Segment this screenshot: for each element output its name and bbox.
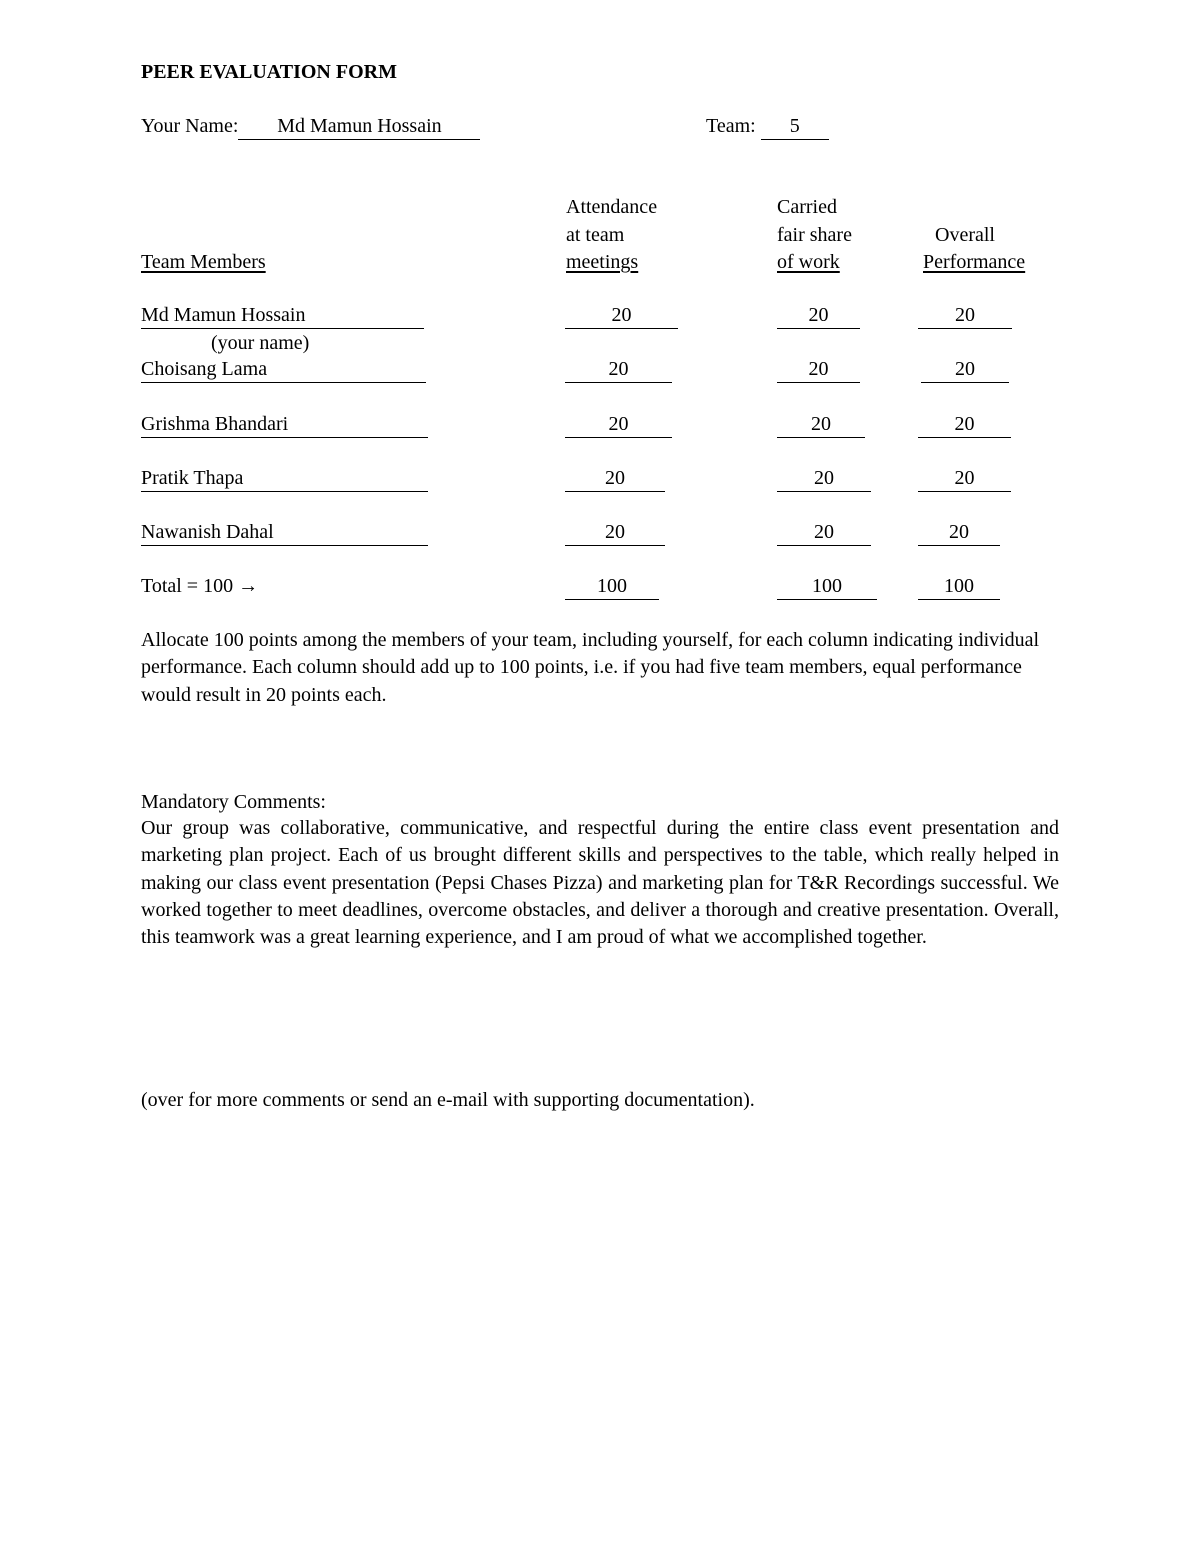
attendance-header-line2: at team bbox=[566, 224, 625, 246]
attendance-score-field[interactable]: 20 bbox=[565, 305, 678, 329]
fair-share-total-field[interactable]: 100 bbox=[777, 576, 877, 600]
member-name-field[interactable]: Pratik Thapa bbox=[141, 468, 428, 492]
team-members-header: Team Members bbox=[141, 251, 266, 273]
member-name-field[interactable]: Md Mamun Hossain bbox=[141, 305, 424, 329]
name-field[interactable]: Md Mamun Hossain bbox=[238, 116, 480, 140]
fair-share-score-field[interactable]: 20 bbox=[777, 359, 860, 383]
attendance-score-field[interactable]: 20 bbox=[565, 359, 672, 383]
overall-score-field[interactable]: 20 bbox=[918, 305, 1012, 329]
fair-share-score-field[interactable]: 20 bbox=[777, 414, 865, 438]
attendance-score-field[interactable]: 20 bbox=[565, 522, 665, 546]
member-row-1 bbox=[141, 305, 424, 329]
attendance-score-field[interactable]: 20 bbox=[565, 414, 672, 438]
comments-text: Our group was collaborative, communicative, and respectful during the entire class event presentation and marketing plan project. Each of us brought different skills and perspectives to the table, which really helped in making our class event presentation (Pepsi Chases Pizza) and marketing plan for T&R Recordings successful. We worked together to meet deadlines, overcome obstacles, and deliver a thorough and creative presentation. Overall, this teamwork was a great learning experience, and I am proud of what we accomplished together. bbox=[141, 817, 1059, 949]
instructions-paragraph: Allocate 100 points among the members of your team, including yourself, for each column indicating individual performance. Each column should add up to 100 points, i.e. if you had five team members, equal performance would result in 20 points each. bbox=[141, 629, 1040, 706]
member-row-4 bbox=[141, 468, 428, 492]
overall-header-line1: Overall bbox=[935, 224, 995, 246]
fair-share-header-line2: fair share bbox=[777, 224, 852, 246]
fair-share-score-field[interactable]: 20 bbox=[777, 468, 871, 492]
overall-total-field[interactable]: 100 bbox=[918, 576, 1000, 600]
team-label: Team: bbox=[706, 115, 756, 137]
member-row-3 bbox=[141, 414, 428, 438]
overall-score-field[interactable]: 20 bbox=[918, 414, 1011, 438]
attendance-header-line1: Attendance bbox=[566, 196, 658, 218]
fair-share-score-field[interactable]: 20 bbox=[777, 305, 860, 329]
member-name-field[interactable]: Nawanish Dahal bbox=[141, 522, 428, 546]
overall-score-field[interactable]: 20 bbox=[921, 359, 1009, 383]
fair-share-header-line3: of work bbox=[777, 251, 840, 273]
member-name-field[interactable]: Choisang Lama bbox=[141, 359, 426, 383]
fair-share-header-line1: Carried bbox=[777, 196, 837, 218]
name-field-row bbox=[141, 116, 480, 140]
member-row-5 bbox=[141, 522, 428, 546]
team-field-row bbox=[706, 116, 829, 140]
total-label: Total = 100 → bbox=[141, 575, 259, 597]
name-label: Your Name: bbox=[141, 115, 239, 137]
attendance-header-line3: meetings bbox=[566, 251, 639, 273]
comments-label: Mandatory Comments: bbox=[141, 791, 326, 813]
member-row-2 bbox=[141, 359, 426, 383]
form-title: PEER EVALUATION FORM bbox=[141, 61, 397, 83]
footer-note: (over for more comments or send an e-mail with supporting documentation). bbox=[141, 1089, 755, 1111]
attendance-score-field[interactable]: 20 bbox=[565, 468, 665, 492]
fair-share-score-field[interactable]: 20 bbox=[777, 522, 871, 546]
attendance-total-field[interactable]: 100 bbox=[565, 576, 659, 600]
overall-header-line2: Performance bbox=[923, 251, 1026, 273]
team-field[interactable]: 5 bbox=[761, 116, 829, 140]
overall-score-field[interactable]: 20 bbox=[918, 468, 1011, 492]
your-name-note: (your name) bbox=[211, 332, 310, 354]
overall-score-field[interactable]: 20 bbox=[918, 522, 1000, 546]
member-name-field[interactable]: Grishma Bhandari bbox=[141, 414, 428, 438]
